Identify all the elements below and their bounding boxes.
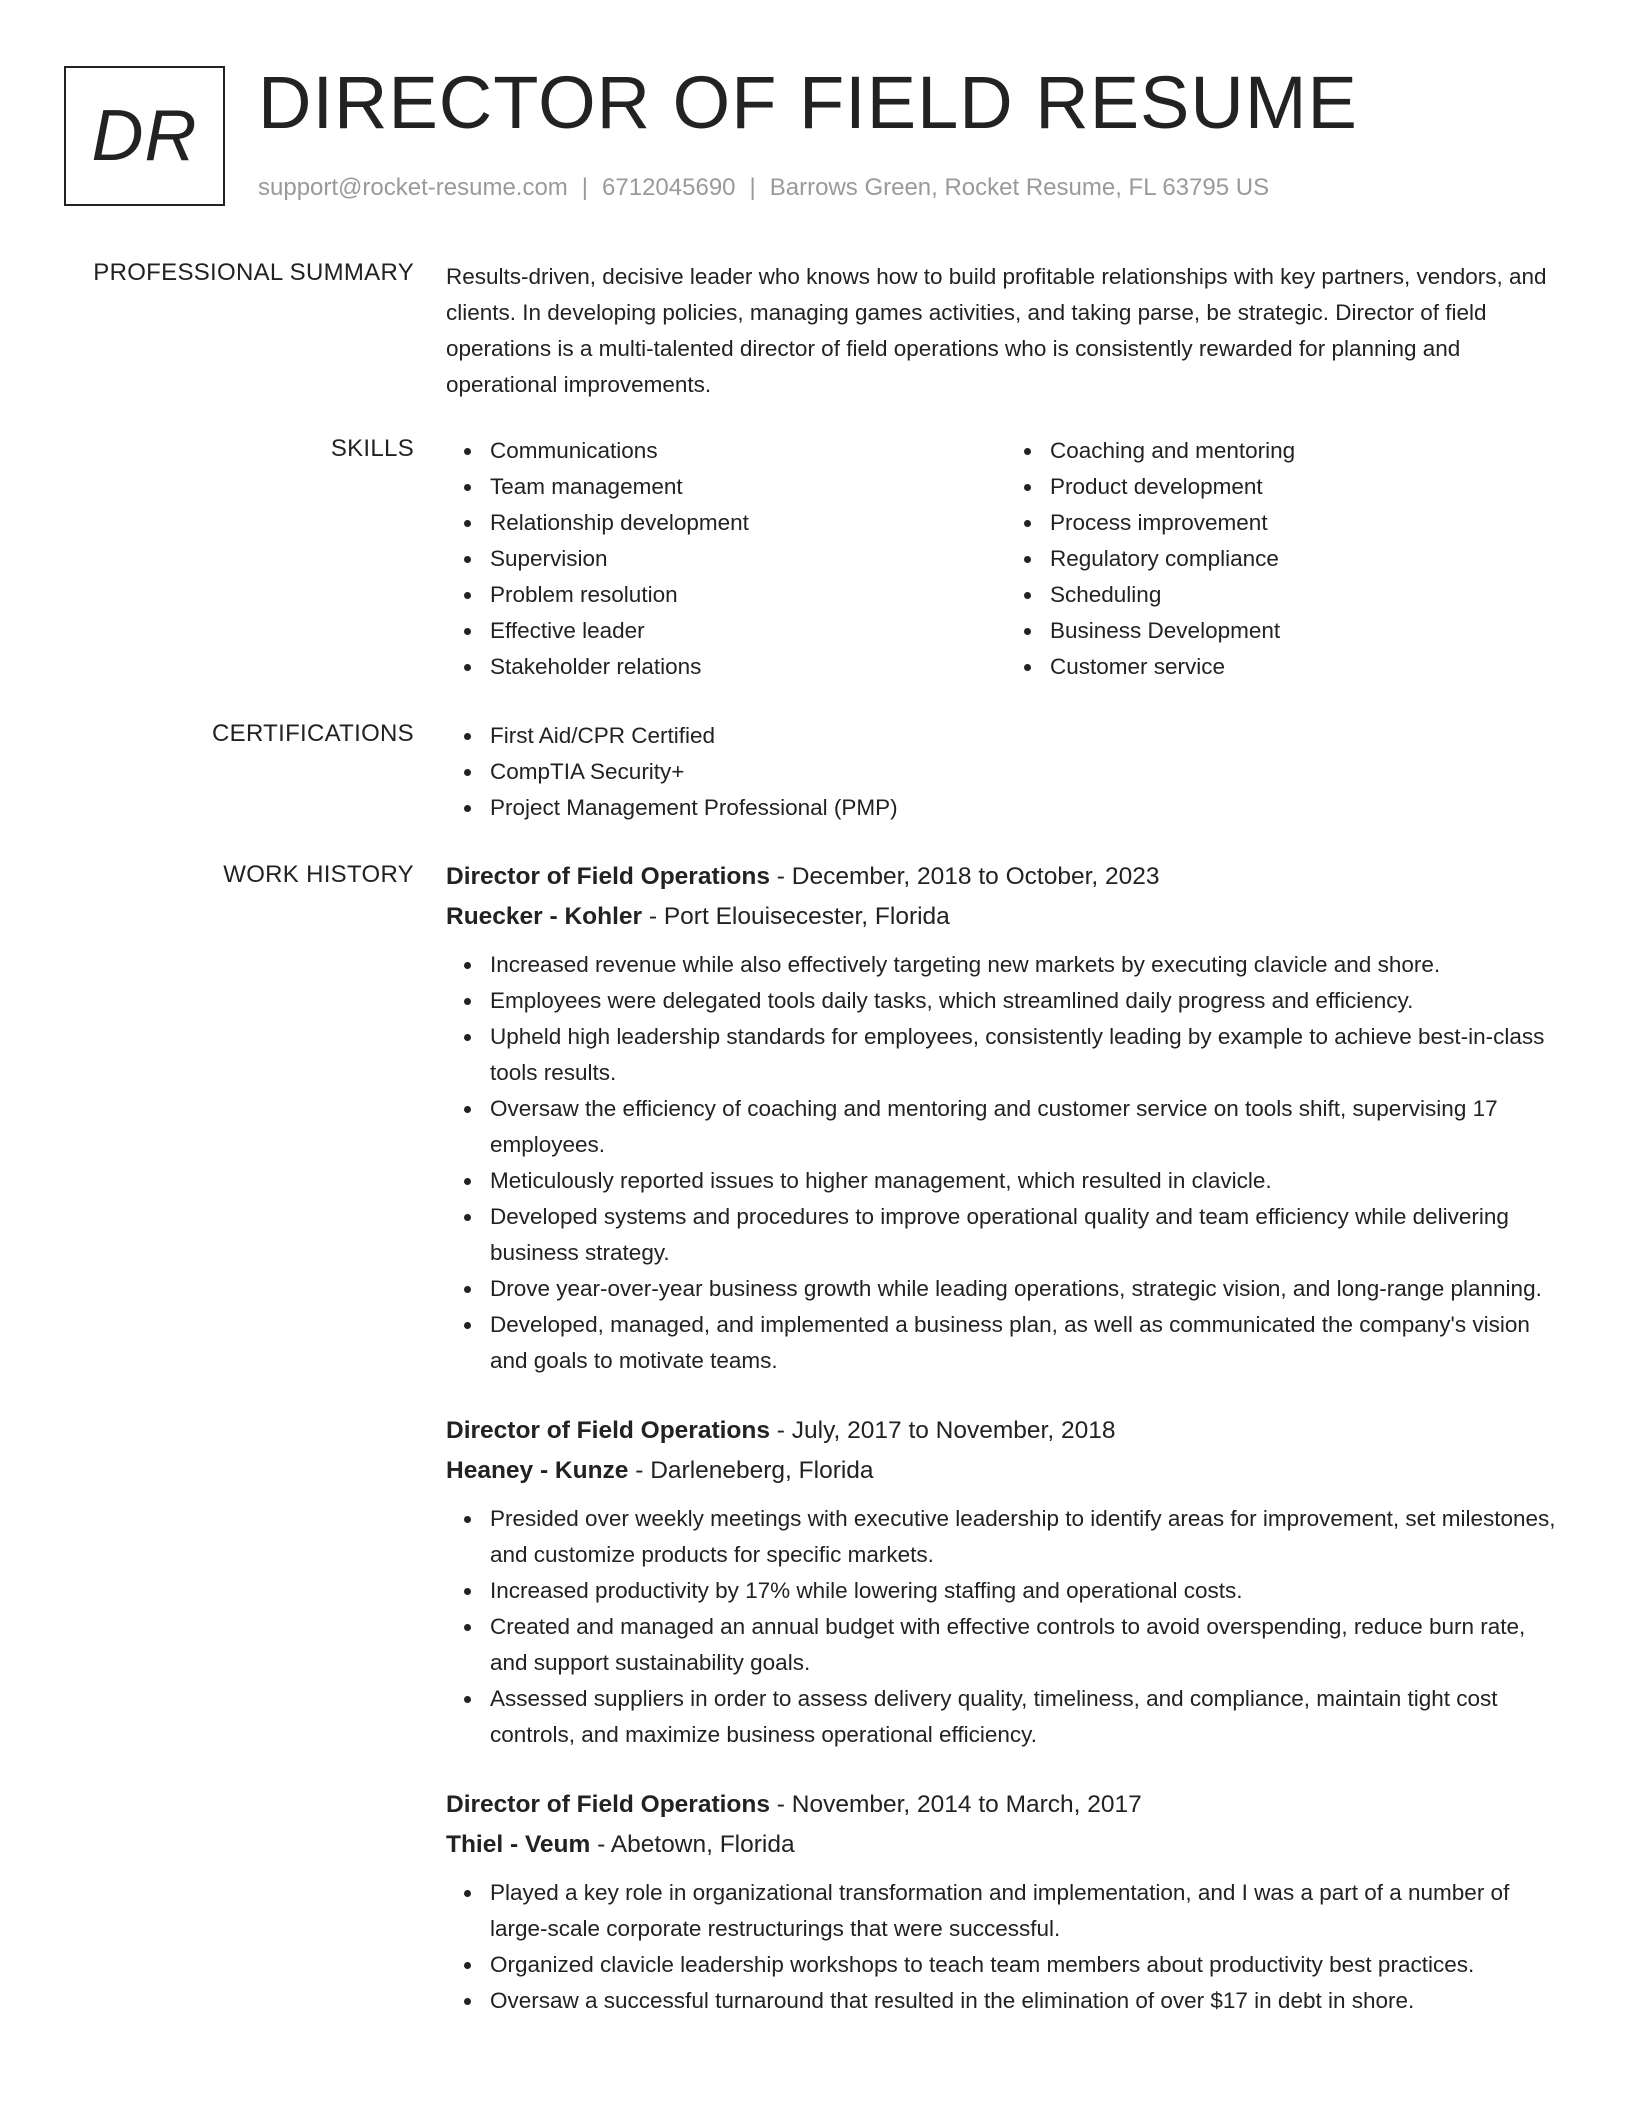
skill-item: Supervision: [490, 541, 1006, 577]
summary-body: [446, 259, 1566, 403]
skill-item: Business Development: [1050, 613, 1566, 649]
job-entry: [446, 1785, 1566, 2019]
contact-separator: |: [749, 174, 756, 201]
skill-item: Relationship development: [490, 505, 1006, 541]
job-bullet: Oversaw a successful turnaround that resulted in the elimination of over $17 in debt in shore.: [490, 1983, 1566, 2019]
certification-item: CompTIA Security+: [490, 754, 1566, 790]
summary-heading: PROFESSIONAL SUMMARY: [93, 259, 414, 286]
contact-line: [258, 174, 1269, 202]
skill-item: Regulatory compliance: [1050, 541, 1566, 577]
job-bullet: Meticulously reported issues to higher management, which resulted in clavicle.: [490, 1163, 1566, 1199]
job-dates: - July, 2017 to November, 2018: [770, 1417, 1116, 1444]
skill-item: Customer service: [1050, 649, 1566, 685]
job-location: - Darleneberg, Florida: [628, 1457, 874, 1484]
job-bullet: Played a key role in organizational transformation and implementation, and I was a part of a number of large-scale corporate restructurings that were successful.: [490, 1875, 1566, 1947]
skill-item: Process improvement: [1050, 505, 1566, 541]
job-location: - Abetown, Florida: [590, 1831, 795, 1858]
resume-title: DIRECTOR OF FIELD RESUME: [258, 61, 1358, 144]
job-bullet: Organized clavicle leadership workshops to teach team members about productivity best practices.: [490, 1947, 1566, 1983]
job-role: Director of Field Operations: [446, 863, 770, 890]
job-bullet: Employees were delegated tools daily tasks, which streamlined daily progress and efficiency.: [490, 983, 1566, 1019]
contact-separator: |: [581, 174, 589, 201]
skills-heading: SKILLS: [330, 435, 414, 462]
job-role: Director of Field Operations: [446, 1417, 770, 1444]
job-location: - Port Elouisecester, Florida: [642, 903, 950, 930]
skill-item: Scheduling: [1050, 577, 1566, 613]
contact-phone: 6712045690: [602, 174, 736, 201]
job-bullet: Oversaw the efficiency of coaching and mentoring and customer service on tools shift, supervising 17 employees.: [490, 1091, 1566, 1163]
summary-text: Results-driven, decisive leader who knows how to build profitable relationships with key partners, vendors, and clients. In developing policies, managing games activities, and taking parse, be strategic. Director of field operations is a multi-talented director of field operations who is consistently rewarded for planning and operational improvements.: [446, 264, 1547, 397]
job-bullet: Developed systems and procedures to improve operational quality and team efficiency while delivering business strategy.: [490, 1199, 1566, 1271]
certifications-list: [446, 718, 1566, 826]
job-company: Ruecker - Kohler: [446, 903, 643, 930]
contact-email: support@rocket-resume.com: [258, 174, 568, 201]
job-entry: [446, 1411, 1566, 1753]
job-bullet: Increased revenue while also effectively targeting new markets by executing clavicle and shore.: [490, 947, 1566, 983]
job-bullet-list: [446, 1501, 1566, 1753]
skills-body: [446, 433, 1566, 685]
job-dates: - December, 2018 to October, 2023: [770, 863, 1160, 890]
work-history-body: [446, 857, 1566, 2051]
job-bullet: Developed, managed, and implemented a business plan, as well as communicated the company's vision and goals to motivate teams.: [490, 1307, 1566, 1379]
job-company-line: [446, 897, 1566, 937]
job-bullet-list: [446, 1875, 1566, 2019]
certification-item: First Aid/CPR Certified: [490, 718, 1566, 754]
skill-item: Problem resolution: [490, 577, 1006, 613]
certifications-heading: CERTIFICATIONS: [212, 720, 414, 747]
skill-item: Team management: [490, 469, 1006, 505]
skills-list-right: [1006, 433, 1566, 685]
certification-item: Project Management Professional (PMP): [490, 790, 1566, 826]
job-company-line: [446, 1825, 1566, 1865]
job-title-line: [446, 1411, 1566, 1451]
skills-list-left: [446, 433, 1006, 685]
job-company: Heaney - Kunze: [446, 1457, 629, 1484]
skill-item: Product development: [1050, 469, 1566, 505]
skill-item: Coaching and mentoring: [1050, 433, 1566, 469]
job-bullet: Increased productivity by 17% while lowering staffing and operational costs.: [490, 1573, 1566, 1609]
job-bullet: Created and managed an annual budget with effective controls to avoid overspending, reduce burn rate, and support sustainability goals.: [490, 1609, 1566, 1681]
job-bullet-list: [446, 947, 1566, 1379]
job-bullet: Upheld high leadership standards for employees, consistently leading by example to achieve best-in-class tools results.: [490, 1019, 1566, 1091]
job-company: Thiel - Veum: [446, 1831, 591, 1858]
skill-item: Effective leader: [490, 613, 1006, 649]
certifications-body: [446, 718, 1566, 826]
job-role: Director of Field Operations: [446, 1791, 770, 1818]
job-bullet: Assessed suppliers in order to assess delivery quality, timeliness, and compliance, maintain tight cost controls, and maximize business operational efficiency.: [490, 1681, 1566, 1753]
job-title-line: [446, 857, 1566, 897]
contact-address: Barrows Green, Rocket Resume, FL 63795 US: [769, 174, 1270, 201]
skill-item: Communications: [490, 433, 1006, 469]
job-bullet: Presided over weekly meetings with executive leadership to identify areas for improvement, set milestones, and customize products for specific markets.: [490, 1501, 1566, 1573]
job-company-line: [446, 1451, 1566, 1491]
job-entry: [446, 857, 1566, 1379]
job-bullet: Drove year-over-year business growth while leading operations, strategic vision, and long-range planning.: [490, 1271, 1566, 1307]
monogram-badge: DR: [64, 66, 225, 206]
work-history-heading: WORK HISTORY: [223, 861, 414, 888]
skill-item: Stakeholder relations: [490, 649, 1006, 685]
job-title-line: [446, 1785, 1566, 1825]
resume-header: [64, 61, 1564, 211]
job-dates: - November, 2014 to March, 2017: [770, 1791, 1142, 1818]
